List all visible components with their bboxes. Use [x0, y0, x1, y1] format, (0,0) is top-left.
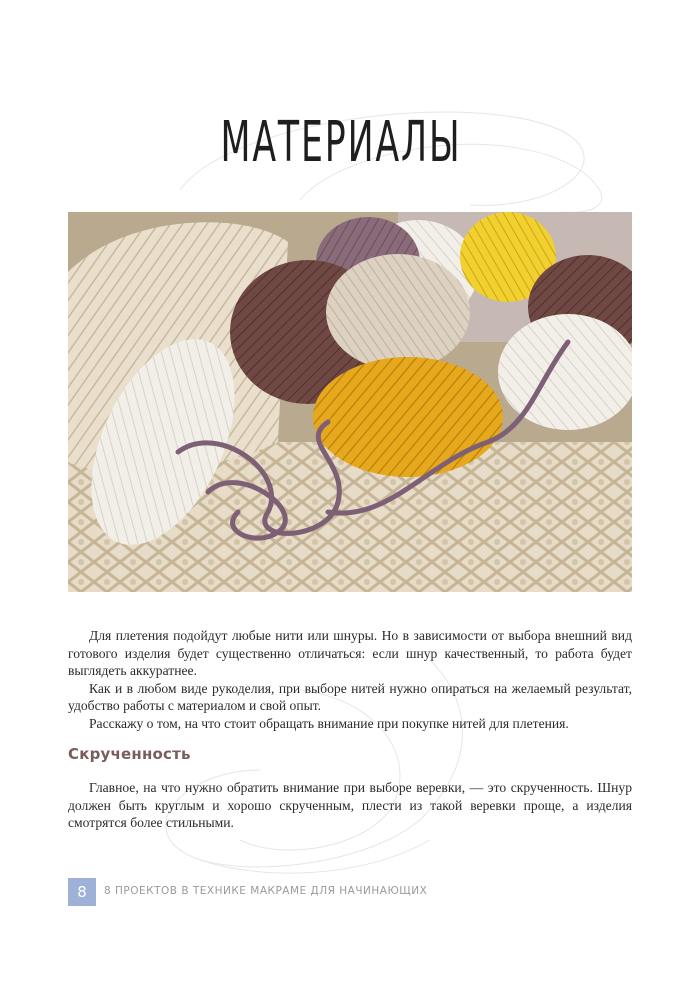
- intro-paragraph: Расскажу о том, на что стоит обращать внимание при покупке нитей для плетения.: [89, 715, 569, 731]
- running-footer: 8 ПРОЕКТОВ В ТЕХНИКЕ МАКРАМЕ ДЛЯ НАЧИНАЮЩИХ: [104, 885, 428, 897]
- intro-paragraph: Для плетения подойдут любые нити или шнуры. Но в зависимости от выбора внешний вид готового изделия будет существенно отличаться: если шнур качественный, то работа будет выглядеть аккуратнее.: [68, 628, 632, 678]
- section-text: [68, 779, 632, 832]
- section-paragraph: Главное, на что нужно обратить внимание при выборе веревки, — это скрученность. Шнур должен быть круглым и хорошо скрученным, плести из такой веревки проще, а изделия смотрятся более стильными.: [68, 780, 632, 830]
- materials-photo: [68, 212, 632, 592]
- page-title: МАТЕРИАЛЫ: [220, 110, 462, 175]
- intro-paragraph: Как и в любом виде рукоделия, при выборе нитей нужно опираться на желаемый результат, удобство работы с материалом и свой опыт.: [68, 680, 632, 713]
- intro-text: [68, 627, 632, 732]
- page-number: 8: [68, 878, 96, 906]
- section-title: Скрученность: [68, 745, 191, 763]
